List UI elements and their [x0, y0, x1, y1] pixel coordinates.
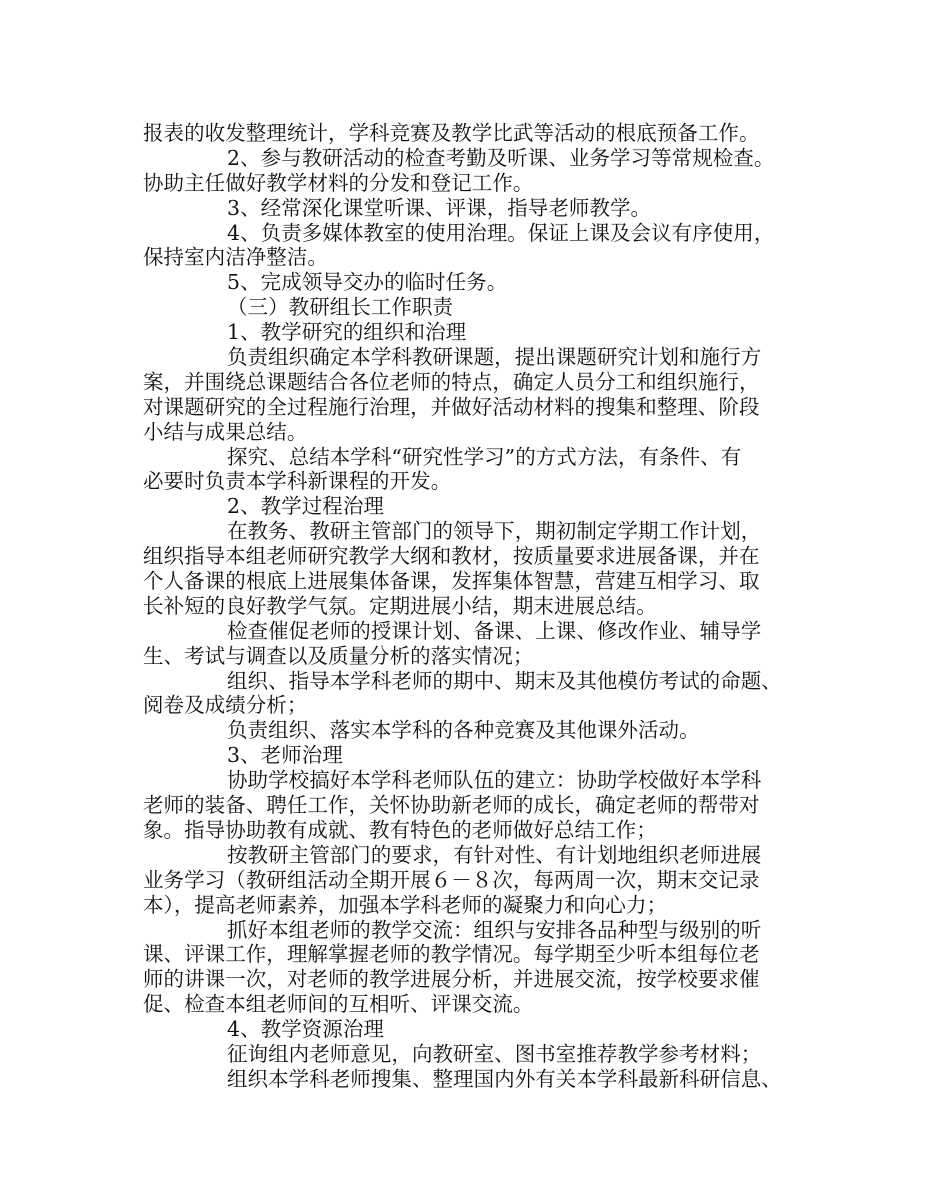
text-line: 长补短的良好教学气氛。定期进展小结，期末进展总结。 — [143, 593, 657, 618]
text-line: 4、负责多媒体教室的使用治理。保证上课及会议有序使用， — [227, 220, 775, 245]
text-line: 师的讲课一次，对老师的教学进展分析，并进展交流，按学校要求催 — [143, 967, 760, 992]
text-line: 负责组织确定本学科教研课题，提出课题研究计划和施行方 — [227, 345, 762, 370]
text-line: 协助学校搞好本学科老师队伍的建立：协助学校做好本学科 — [227, 768, 762, 793]
text-line: 协助主任做好教学材料的分发和登记工作。 — [143, 170, 534, 195]
text-line: 3、老师治理 — [227, 743, 343, 768]
text-line: 探究、总结本学科“研究性学习”的方式方法，有条件、有 — [227, 444, 742, 469]
text-line: 案，并围绕总课题结合各位老师的特点，确定人员分工和组织施行， — [143, 369, 760, 394]
text-line: 征询组内老师意见，向教研室、图书室推荐教学参考材料； — [227, 1041, 762, 1066]
text-line: 1、教学研究的组织和治理 — [227, 320, 467, 345]
text-line: 3、经常深化课堂听课、评课，指导老师教学。 — [227, 195, 652, 220]
text-line: 生、考试与调查以及质量分析的落实情况； — [143, 643, 534, 668]
text-line: 4、教学资源治理 — [227, 1017, 384, 1042]
text-line: 报表的收发整理统计，学科竞赛及教学比武等活动的根底预备工作。 — [143, 121, 760, 145]
text-line: 在教务、教研主管部门的领导下，期初制定学期工作计划， — [227, 519, 762, 544]
text-line: 阅卷及成绩分析； — [143, 693, 308, 718]
text-line: （三）教研组长工作职责 — [227, 295, 454, 320]
text-line: 组织、指导本学科老师的期中、期末及其他模仿考试的命题、 — [227, 668, 782, 693]
text-line: 2、参与教研活动的检查考勤及听课、业务学习等常规检查。 — [227, 145, 775, 170]
text-line: 按教研主管部门的要求，有针对性、有计划地组织老师进展 — [227, 842, 762, 867]
text-line: 老师的装备、聘任工作，关怀协助新老师的成长，确定老师的帮带对 — [143, 793, 760, 818]
text-line: 个人备课的根底上进展集体备课，发挥集体智慧，营建互相学习、取 — [143, 569, 760, 594]
text-line: 检查催促老师的授课计划、备课、上课、修改作业、辅导学 — [227, 618, 762, 643]
text-line: 5、完成领导交办的临时任务。 — [227, 270, 508, 295]
text-line: 课、评课工作，理解掌握老师的教学情况。每学期至少听本组每位老 — [143, 942, 760, 967]
text-line: 本），提高老师素养，加强本学科老师的凝聚力和向心力； — [143, 892, 668, 917]
text-line: 组织本学科老师搜集、整理国内外有关本学科最新科研信息、 — [227, 1066, 782, 1091]
text-line: 促、检查本组老师间的互相听、评课交流。 — [143, 992, 534, 1017]
text-line: 组织指导本组老师研究教学大纲和教材，按质量要求进展备课，并在 — [143, 544, 760, 569]
document-body — [143, 121, 833, 1092]
text-line: 必要时负责本学科新课程的开发。 — [143, 469, 452, 494]
text-line: 业务学习（教研组活动全期开展６－８次，每两周一次，期末交记录 — [143, 867, 760, 892]
text-line: 负责组织、落实本学科的各种竞赛及其他课外活动。 — [227, 718, 700, 743]
text-line: 象。指导协助教有成就、教有特色的老师做好总结工作； — [143, 817, 657, 842]
text-line: 小结与成果总结。 — [143, 419, 308, 444]
text-line: 抓好本组老师的教学交流：组织与安排各品种型与级别的听 — [227, 917, 762, 942]
text-line: 2、教学过程治理 — [227, 494, 384, 519]
text-line: 对课题研究的全过程施行治理，并做好活动材料的搜集和整理、阶段 — [143, 394, 760, 419]
text-line: 保持室内洁净整洁。 — [143, 245, 328, 270]
